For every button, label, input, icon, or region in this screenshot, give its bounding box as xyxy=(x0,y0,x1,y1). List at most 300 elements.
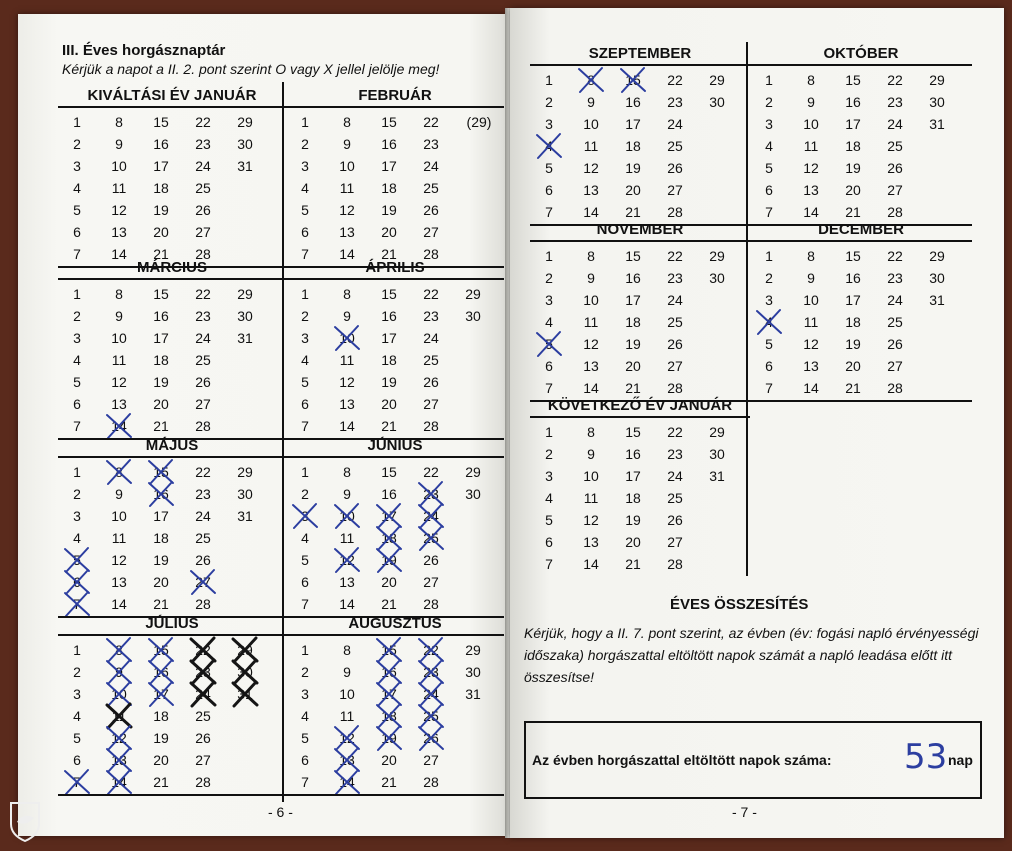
month-block xyxy=(286,258,504,434)
calendar-day: 21 xyxy=(625,204,641,220)
calendar-day: 5 xyxy=(73,730,81,746)
calendar-day: 20 xyxy=(153,224,169,240)
calendar-day: 24 xyxy=(887,116,903,132)
calendar-day: 3 xyxy=(73,686,81,702)
month-divider xyxy=(750,240,972,242)
calendar-day: 6 xyxy=(765,182,773,198)
calendar-day: 21 xyxy=(381,246,397,262)
calendar-day: 21 xyxy=(625,380,641,396)
page-number-right: - 7 - xyxy=(732,804,757,820)
calendar-day: 14 xyxy=(583,204,599,220)
calendar-day: 9 xyxy=(587,446,595,462)
calendar-day: 8 xyxy=(587,248,595,264)
calendar-day: 16 xyxy=(625,446,641,462)
calendar-day: 13 xyxy=(339,752,355,768)
calendar-day: 12 xyxy=(111,730,127,746)
calendar-day: 28 xyxy=(667,556,683,572)
summary-title: ÉVES ÖSSZESÍTÉS xyxy=(670,596,809,613)
calendar-day: 2 xyxy=(73,136,81,152)
calendar-day: 21 xyxy=(153,246,169,262)
calendar-day: 8 xyxy=(343,114,351,130)
calendar-day: 18 xyxy=(153,180,169,196)
calendar-day: 15 xyxy=(381,642,397,658)
calendar-day: 17 xyxy=(625,468,641,484)
calendar-day: 8 xyxy=(807,72,815,88)
calendar-day: 8 xyxy=(807,248,815,264)
calendar-day: 21 xyxy=(845,380,861,396)
calendar-day: 26 xyxy=(423,374,439,390)
calendar-day: 17 xyxy=(625,292,641,308)
calendar-day: 25 xyxy=(667,314,683,330)
calendar-day: 15 xyxy=(153,464,169,480)
calendar-day: 26 xyxy=(667,160,683,176)
calendar-day: 26 xyxy=(667,512,683,528)
calendar-day: 9 xyxy=(587,270,595,286)
month-bottom-rule xyxy=(750,400,972,402)
calendar-day: 12 xyxy=(111,374,127,390)
calendar-day: 15 xyxy=(381,114,397,130)
calendar-day: 20 xyxy=(153,396,169,412)
calendar-day: 27 xyxy=(423,752,439,768)
calendar-day: 19 xyxy=(153,552,169,568)
calendar-day: 24 xyxy=(887,292,903,308)
calendar-day: 29 xyxy=(465,642,481,658)
calendar-day: 11 xyxy=(111,530,127,546)
calendar-day: 21 xyxy=(153,418,169,434)
calendar-day: 11 xyxy=(803,314,819,330)
calendar-day: 13 xyxy=(803,358,819,374)
calendar-day: 4 xyxy=(545,490,553,506)
calendar-day: 26 xyxy=(423,730,439,746)
calendar-day: 15 xyxy=(153,114,169,130)
calendar-day: 30 xyxy=(929,270,945,286)
calendar-day: 22 xyxy=(423,286,439,302)
calendar-day: 22 xyxy=(667,72,683,88)
calendar-day: 24 xyxy=(195,158,211,174)
calendar-day: 6 xyxy=(73,752,81,768)
calendar-day: 13 xyxy=(803,182,819,198)
calendar-day: 29 xyxy=(709,424,725,440)
days-count-label: Az évben horgászattal eltöltött napok száma: xyxy=(532,752,832,768)
calendar-day: 5 xyxy=(301,374,309,390)
calendar-day: 2 xyxy=(301,486,309,502)
days-count-box xyxy=(524,721,982,799)
calendar-day: 24 xyxy=(667,292,683,308)
calendar-day: 27 xyxy=(667,534,683,550)
calendar-day: 25 xyxy=(195,352,211,368)
calendar-day: 31 xyxy=(237,686,253,702)
calendar-day: 10 xyxy=(339,158,355,174)
right-page xyxy=(510,8,1004,838)
month-block xyxy=(530,220,750,396)
calendar-day: 19 xyxy=(153,730,169,746)
calendar-day: 9 xyxy=(115,308,123,324)
calendar-day: 2 xyxy=(73,486,81,502)
calendar-day: 26 xyxy=(887,336,903,352)
calendar-day: 3 xyxy=(545,292,553,308)
calendar-day: 24 xyxy=(195,686,211,702)
calendar-day: 15 xyxy=(845,248,861,264)
month-name: ÁPRILIS xyxy=(365,259,425,276)
calendar-day: 30 xyxy=(709,94,725,110)
calendar-day: 4 xyxy=(301,708,309,724)
calendar-day: 2 xyxy=(73,664,81,680)
calendar-day: 7 xyxy=(545,204,553,220)
calendar-day: 17 xyxy=(153,330,169,346)
calendar-day: 17 xyxy=(153,508,169,524)
month-block xyxy=(286,86,504,262)
calendar-day: 31 xyxy=(237,508,253,524)
calendar-day: 3 xyxy=(73,508,81,524)
calendar-day: 27 xyxy=(195,752,211,768)
calendar-day: 24 xyxy=(423,508,439,524)
month-block xyxy=(58,258,286,434)
calendar-day: 13 xyxy=(583,534,599,550)
calendar-day: 30 xyxy=(237,136,253,152)
month-block xyxy=(58,436,286,612)
calendar-day: 22 xyxy=(667,424,683,440)
calendar-day: 25 xyxy=(667,490,683,506)
calendar-day: 23 xyxy=(667,94,683,110)
calendar-day: 31 xyxy=(929,292,945,308)
calendar-day: 14 xyxy=(111,774,127,790)
calendar-day: 21 xyxy=(625,556,641,572)
left-page xyxy=(18,14,508,836)
calendar-day: 30 xyxy=(237,308,253,324)
calendar-day: 4 xyxy=(73,708,81,724)
month-divider xyxy=(750,64,972,66)
calendar-day: 7 xyxy=(301,596,309,612)
calendar-day: 20 xyxy=(845,182,861,198)
calendar-day: 9 xyxy=(115,136,123,152)
calendar-day: 23 xyxy=(195,308,211,324)
calendar-day: 1 xyxy=(73,114,81,130)
calendar-day: 13 xyxy=(339,396,355,412)
calendar-day: 19 xyxy=(625,160,641,176)
calendar-day: 24 xyxy=(423,330,439,346)
month-divider xyxy=(530,240,750,242)
calendar-day: 4 xyxy=(73,352,81,368)
month-bottom-rule xyxy=(58,794,286,796)
month-divider xyxy=(58,634,286,636)
calendar-day: 10 xyxy=(111,158,127,174)
calendar-day: 28 xyxy=(195,418,211,434)
calendar-day: 12 xyxy=(111,552,127,568)
calendar-day: 24 xyxy=(667,116,683,132)
calendar-day: 13 xyxy=(339,224,355,240)
calendar-day: 14 xyxy=(583,380,599,396)
calendar-day: 8 xyxy=(343,286,351,302)
calendar-day: 15 xyxy=(625,424,641,440)
calendar-day: 23 xyxy=(423,308,439,324)
month-name: DECEMBER xyxy=(818,221,904,238)
calendar-day: 29 xyxy=(237,464,253,480)
calendar-instruction: Kérjük a napot a II. 2. pont szerint O vagy X jellel jelölje meg! xyxy=(62,61,440,77)
calendar-day: 23 xyxy=(195,136,211,152)
calendar-day: 5 xyxy=(545,160,553,176)
calendar-day: 30 xyxy=(709,446,725,462)
calendar-day: 18 xyxy=(845,138,861,154)
calendar-day: 13 xyxy=(111,574,127,590)
calendar-day: 6 xyxy=(73,224,81,240)
calendar-day: 29 xyxy=(929,72,945,88)
calendar-day: 1 xyxy=(545,72,553,88)
month-block xyxy=(286,436,504,612)
calendar-day: 28 xyxy=(887,380,903,396)
calendar-day: 28 xyxy=(887,204,903,220)
calendar-day: 15 xyxy=(625,72,641,88)
calendar-day: 10 xyxy=(111,330,127,346)
calendar-day: 11 xyxy=(111,180,127,196)
calendar-day: 20 xyxy=(153,574,169,590)
calendar-day: 12 xyxy=(339,730,355,746)
calendar-day: 13 xyxy=(339,574,355,590)
calendar-day: 29 xyxy=(237,114,253,130)
calendar-day: 6 xyxy=(765,358,773,374)
calendar-day: 7 xyxy=(73,596,81,612)
calendar-day: 1 xyxy=(73,642,81,658)
calendar-day: 20 xyxy=(845,358,861,374)
calendar-day: 11 xyxy=(583,314,599,330)
calendar-day: 31 xyxy=(465,686,481,702)
calendar-day: 8 xyxy=(343,642,351,658)
calendar-day: 18 xyxy=(153,352,169,368)
calendar-day: 9 xyxy=(807,94,815,110)
calendar-day: 14 xyxy=(583,556,599,572)
calendar-day: 14 xyxy=(111,418,127,434)
calendar-day: 30 xyxy=(929,94,945,110)
month-block xyxy=(530,396,750,572)
calendar-day: 30 xyxy=(465,486,481,502)
calendar-day: 23 xyxy=(423,664,439,680)
month-divider xyxy=(530,416,750,418)
calendar-day: 12 xyxy=(803,160,819,176)
calendar-day: 4 xyxy=(73,180,81,196)
month-block xyxy=(286,614,504,790)
calendar-day: 31 xyxy=(929,116,945,132)
month-name: JÚLIUS xyxy=(145,615,199,632)
calendar-day: 15 xyxy=(153,642,169,658)
calendar-day: 15 xyxy=(381,464,397,480)
calendar-day: 28 xyxy=(423,246,439,262)
calendar-day: 28 xyxy=(195,774,211,790)
calendar-day: 21 xyxy=(381,596,397,612)
calendar-day: 26 xyxy=(195,730,211,746)
month-block xyxy=(750,44,972,220)
calendar-day: 15 xyxy=(153,286,169,302)
calendar-day: 1 xyxy=(73,464,81,480)
calendar-day: 1 xyxy=(765,72,773,88)
calendar-day: 7 xyxy=(545,380,553,396)
calendar-day: 19 xyxy=(381,730,397,746)
calendar-day: 31 xyxy=(709,468,725,484)
calendar-day: 28 xyxy=(423,774,439,790)
calendar-day: 7 xyxy=(545,556,553,572)
calendar-day: 1 xyxy=(301,114,309,130)
calendar-day: 12 xyxy=(339,374,355,390)
column-separator-left xyxy=(282,82,284,802)
calendar-day: 22 xyxy=(887,248,903,264)
calendar-day: 31 xyxy=(237,330,253,346)
calendar-day: 25 xyxy=(423,180,439,196)
month-divider xyxy=(58,106,286,108)
calendar-day: 23 xyxy=(667,446,683,462)
month-name: KIVÁLTÁSI ÉV JANUÁR xyxy=(87,87,257,104)
calendar-day: 18 xyxy=(381,180,397,196)
calendar-day: 19 xyxy=(625,512,641,528)
calendar-day: 10 xyxy=(803,292,819,308)
calendar-day: 17 xyxy=(381,330,397,346)
month-name: OKTÓBER xyxy=(823,45,899,62)
calendar-day: 10 xyxy=(339,686,355,702)
calendar-day: 5 xyxy=(545,336,553,352)
calendar-day: 11 xyxy=(583,490,599,506)
calendar-day: 14 xyxy=(339,246,355,262)
calendar-day: 16 xyxy=(845,270,861,286)
calendar-day: 18 xyxy=(381,352,397,368)
calendar-day: 5 xyxy=(301,202,309,218)
month-block xyxy=(750,220,972,396)
calendar-day: 12 xyxy=(339,202,355,218)
calendar-day: 16 xyxy=(153,486,169,502)
calendar-day: 22 xyxy=(667,248,683,264)
calendar-day: 21 xyxy=(153,774,169,790)
calendar-day: 3 xyxy=(301,330,309,346)
calendar-day: 24 xyxy=(667,468,683,484)
calendar-day: 29 xyxy=(237,286,253,302)
column-separator-right xyxy=(746,42,748,576)
month-block xyxy=(530,44,750,220)
calendar-day: 16 xyxy=(381,664,397,680)
calendar-day: 29 xyxy=(237,642,253,658)
calendar-day: 16 xyxy=(625,270,641,286)
calendar-day: 6 xyxy=(301,752,309,768)
calendar-day: 22 xyxy=(195,642,211,658)
calendar-day: 27 xyxy=(423,224,439,240)
calendar-day: 14 xyxy=(339,774,355,790)
calendar-day: 13 xyxy=(111,752,127,768)
calendar-day: 31 xyxy=(237,158,253,174)
calendar-day: 5 xyxy=(73,374,81,390)
calendar-day: 2 xyxy=(73,308,81,324)
calendar-day: 26 xyxy=(195,202,211,218)
calendar-day: 22 xyxy=(195,464,211,480)
calendar-day: 29 xyxy=(709,248,725,264)
calendar-day: 28 xyxy=(195,596,211,612)
calendar-day: 19 xyxy=(625,336,641,352)
calendar-day: 2 xyxy=(301,664,309,680)
calendar-day: 9 xyxy=(587,94,595,110)
calendar-day: 5 xyxy=(765,160,773,176)
page-number-left: - 6 - xyxy=(268,804,293,820)
calendar-day: 24 xyxy=(423,686,439,702)
calendar-day: 27 xyxy=(887,358,903,374)
calendar-day: 21 xyxy=(381,774,397,790)
calendar-day: 15 xyxy=(845,72,861,88)
calendar-day: 18 xyxy=(381,530,397,546)
calendar-day: 26 xyxy=(887,160,903,176)
calendar-day: 4 xyxy=(73,530,81,546)
calendar-day: 23 xyxy=(423,486,439,502)
calendar-day: 18 xyxy=(625,138,641,154)
calendar-day: 17 xyxy=(845,116,861,132)
calendar-day: 14 xyxy=(339,596,355,612)
days-count-value: 53 xyxy=(904,737,948,777)
calendar-day: 25 xyxy=(423,708,439,724)
calendar-day: 28 xyxy=(423,596,439,612)
calendar-day: 2 xyxy=(765,94,773,110)
calendar-day: 22 xyxy=(195,114,211,130)
calendar-day: 22 xyxy=(195,286,211,302)
calendar-day: 3 xyxy=(765,116,773,132)
calendar-day: 16 xyxy=(153,664,169,680)
calendar-day: 25 xyxy=(195,708,211,724)
calendar-day: 22 xyxy=(887,72,903,88)
calendar-day: 23 xyxy=(667,270,683,286)
calendar-day: 5 xyxy=(765,336,773,352)
calendar-day: 30 xyxy=(709,270,725,286)
calendar-day: 18 xyxy=(153,530,169,546)
calendar-day: 9 xyxy=(343,136,351,152)
calendar-day: 20 xyxy=(625,182,641,198)
calendar-day: 8 xyxy=(343,464,351,480)
calendar-day: 7 xyxy=(765,204,773,220)
calendar-day: 2 xyxy=(301,136,309,152)
calendar-day: 27 xyxy=(195,574,211,590)
calendar-day: 9 xyxy=(115,486,123,502)
calendar-day: 1 xyxy=(545,248,553,264)
calendar-day: 27 xyxy=(423,574,439,590)
calendar-day: 7 xyxy=(301,246,309,262)
calendar-day: 14 xyxy=(803,380,819,396)
calendar-day: 12 xyxy=(583,336,599,352)
month-divider xyxy=(530,64,750,66)
summary-text: Kérjük, hogy a II. 7. pont szerint, az évben (év: fogási napló érvényességi időszaka) horgászattal eltöltött napok számát a napló leadása előtt itt összesítse! xyxy=(524,625,979,685)
calendar-day: 7 xyxy=(765,380,773,396)
calendar-day: 20 xyxy=(381,224,397,240)
calendar-day: 11 xyxy=(339,352,355,368)
calendar-day: 17 xyxy=(381,158,397,174)
calendar-day: 18 xyxy=(153,708,169,724)
month-bottom-rule xyxy=(286,794,504,796)
calendar-day: 11 xyxy=(111,708,127,724)
calendar-day: 5 xyxy=(301,552,309,568)
calendar-day: 16 xyxy=(625,94,641,110)
calendar-day: 8 xyxy=(587,424,595,440)
calendar-day: 8 xyxy=(115,286,123,302)
calendar-day: 3 xyxy=(301,686,309,702)
calendar-day: 13 xyxy=(583,182,599,198)
month-name: KÖVETKEZŐ ÉV JANUÁR xyxy=(547,397,733,414)
calendar-day: 15 xyxy=(381,286,397,302)
calendar-day: 16 xyxy=(381,486,397,502)
calendar-day: 17 xyxy=(153,158,169,174)
calendar-day: 18 xyxy=(845,314,861,330)
calendar-day: 13 xyxy=(111,396,127,412)
calendar-day: 28 xyxy=(423,418,439,434)
calendar-day: 3 xyxy=(765,292,773,308)
logo-icon xyxy=(8,800,42,842)
month-name: MÁJUS xyxy=(145,437,199,454)
calendar-day: 6 xyxy=(301,396,309,412)
calendar-day: 25 xyxy=(423,352,439,368)
calendar-day: 17 xyxy=(845,292,861,308)
calendar-day: 2 xyxy=(545,446,553,462)
calendar-day: 30 xyxy=(237,486,253,502)
calendar-day: 26 xyxy=(423,202,439,218)
calendar-day: 17 xyxy=(153,686,169,702)
calendar-day: 19 xyxy=(153,202,169,218)
